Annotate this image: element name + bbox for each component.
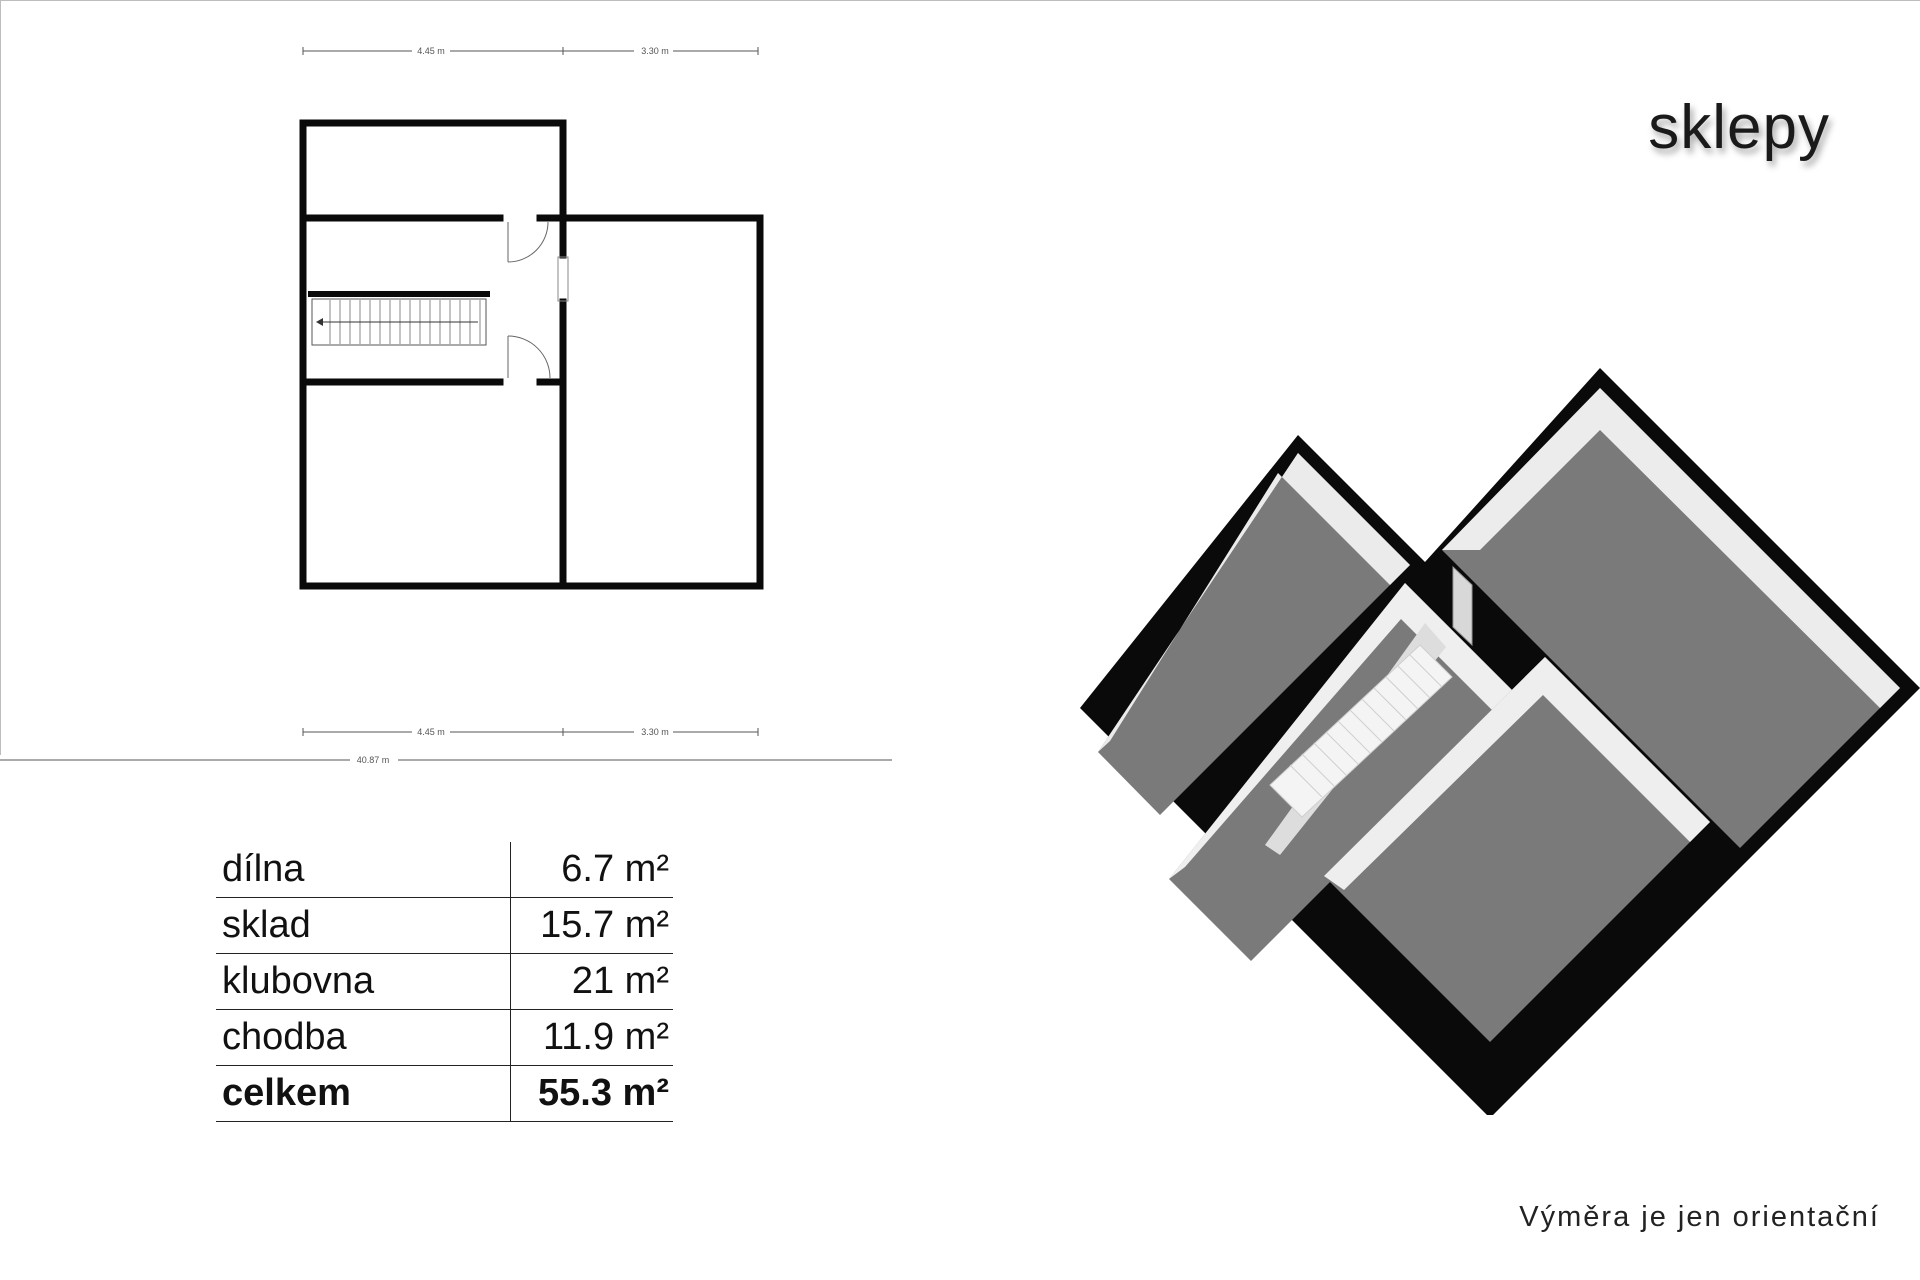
- dim-bottom-right: 3.30 m: [641, 727, 669, 737]
- table-row: [216, 898, 673, 954]
- room-area: 21 m²: [511, 954, 674, 1010]
- total-row: [216, 1066, 673, 1122]
- dim-overall: 40.87 m: [356, 755, 390, 765]
- room-area: 15.7 m²: [511, 898, 674, 954]
- table-row: [216, 1010, 673, 1066]
- area-table: [216, 842, 673, 1122]
- plan-stairs: [308, 291, 490, 345]
- room-name: klubovna: [216, 954, 511, 1010]
- plan-door-lower: [508, 336, 550, 378]
- room-name: dílna: [216, 842, 511, 898]
- dim-bottom-left: 4.45 m: [417, 727, 445, 737]
- page-title: sklepy: [1648, 93, 1830, 162]
- dim-top-left: 4.45 m: [417, 46, 445, 56]
- total-label: celkem: [216, 1066, 511, 1122]
- table-row: [216, 954, 673, 1010]
- room-name: sklad: [216, 898, 511, 954]
- bottom-dimension-line: [303, 728, 758, 736]
- table-row: [216, 842, 673, 898]
- disclaimer-text: Výměra je jen orientační: [1519, 1201, 1880, 1233]
- room-area: 11.9 m²: [511, 1010, 674, 1066]
- plan-walls: [303, 123, 760, 586]
- floor-plan-3d: [1080, 355, 1920, 1115]
- top-dimension-line: [303, 47, 758, 55]
- room-area: 6.7 m²: [511, 842, 674, 898]
- total-area: 55.3 m²: [511, 1066, 674, 1122]
- dim-top-right: 3.30 m: [641, 46, 669, 56]
- plan-door-side: [558, 257, 568, 301]
- plan-door-upper: [508, 222, 548, 262]
- floor-plan: [0, 0, 900, 780]
- room-name: chodba: [216, 1010, 511, 1066]
